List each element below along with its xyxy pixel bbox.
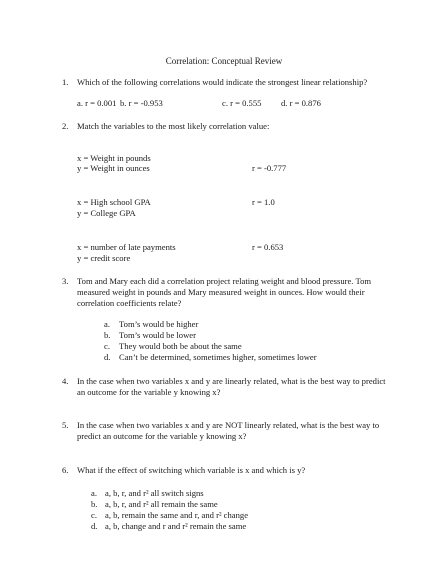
q6-option-b-letter: b. [91,499,98,509]
q2-pair3-x: x = number of late payments [77,242,176,252]
q2-text: Match the variables to the most likely correlation value: [77,121,270,131]
q2-pair1-y: y = Weight in ounces [77,163,150,173]
q2-pair1-r: r = -0.777 [252,163,287,173]
q2-pair1-x: x = Weight in pounds [77,153,151,163]
q1-option-a: a. r = 0.001 [77,98,117,108]
q3-option-d: Can’t be determined, sometimes higher, sometimes lower [119,352,317,362]
q6-number: 6. [62,465,69,475]
q2-number: 2. [62,121,69,131]
q1-number: 1. [62,77,69,87]
q4-text-line1: In the case when two variables x and y are linearly related, what is the best way to predict [77,376,386,386]
q1-text: Which of the following correlations would indicate the strongest linear relationship? [77,77,368,87]
q6-option-c-letter: c. [91,510,97,520]
page-title: Correlation: Conceptual Review [165,56,283,66]
q6-text: What if the effect of switching which variable is x and which is y? [77,465,306,475]
q6-option-a-letter: a. [91,488,97,498]
q2-pair3-r: r = 0.653 [252,242,284,252]
q4-text-line2: an outcome for the variable y knowing x? [77,387,221,397]
q3-text-line1: Tom and Mary each did a correlation project relating weight and blood pressure. Tom [77,276,372,286]
q2-pair3-y: y = credit score [77,253,131,263]
q1-option-c: c. r = 0.555 [222,98,262,108]
q3-option-a: Tom’s would be higher [119,319,199,329]
q6-option-c: a, b, remain the same and r, and r² change [105,510,249,520]
q6-option-a: a, b, r, and r² all switch signs [105,488,204,498]
q3-option-a-letter: a. [104,319,110,329]
q3-option-d-letter: d. [104,352,111,362]
q3-option-c: They would both be about the same [119,341,242,351]
q3-number: 3. [62,276,69,286]
q3-option-b: Tom’s would be lower [119,330,196,340]
q3-text-line3: correlation coefficients relate? [77,298,182,308]
q2-pair2-r: r = 1.0 [252,197,275,207]
q4-number: 4. [62,376,69,386]
q3-text-line2: measured weight in pounds and Mary measured weight in ounces. How would their [77,287,365,297]
q5-number: 5. [62,420,69,430]
q6-option-b: a, b, r, and r² all remain the same [105,499,218,509]
q6-option-d: a, b, change and r and r² remain the same [105,521,247,531]
q5-text-line2: predict an outcome for the variable y knowing x? [77,431,247,441]
q1-option-d: d. r = 0.876 [281,98,321,108]
q2-pair2-x: x = High school GPA [77,197,151,207]
q5-text-line1: In the case when two variables x and y are NOT linearly related, what is the best way to [77,420,380,430]
q1-option-b: b. r = -0.953 [120,98,163,108]
q2-pair2-y: y = College GPA [77,208,136,218]
q3-option-c-letter: c. [104,341,110,351]
q6-option-d-letter: d. [91,521,98,531]
q3-option-b-letter: b. [104,330,111,340]
